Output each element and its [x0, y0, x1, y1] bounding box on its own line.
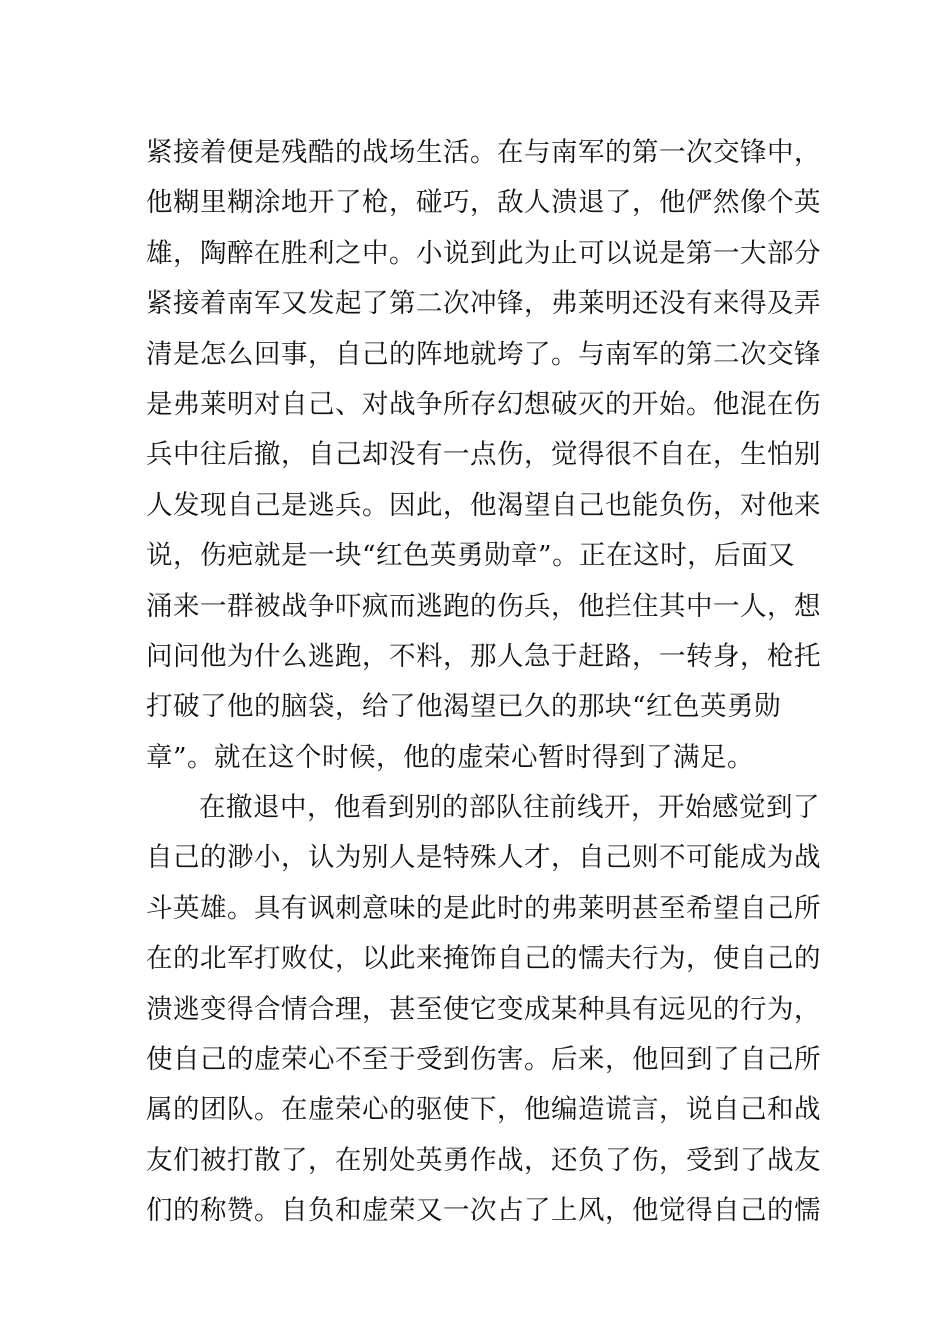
text-line: 说，伤疤就是一块“红色英勇勋章”。正在这时，后面又 — [146, 540, 796, 572]
text-line: 在的北军打败仗，以此来掩饰自己的懦夫行为，使自己的 — [146, 943, 821, 975]
text-line: 雄，陶醉在胜利之中。小说到此为止可以说是第一大部分 — [146, 237, 821, 269]
text-line: 兵中往后撤，自己却没有一点伤，觉得很不自在，生怕别 — [146, 439, 821, 471]
text-line: 涌来一群被战争吓疯而逃跑的伤兵，他拦住其中一人，想 — [146, 590, 821, 622]
text-line: 他糊里糊涂地开了枪，碰巧，敌人溃退了，他俨然像个英 — [146, 187, 821, 219]
text-line: 紧接着南军又发起了第二次冲锋，弗莱明还没有来得及弄 — [146, 288, 821, 320]
text-line: 打破了他的脑袋，给了他渴望已久的那块“红色英勇勋 — [146, 691, 782, 723]
body-text — [146, 128, 821, 1237]
text-line: 清是怎么回事，自己的阵地就垮了。与南军的第二次交锋 — [146, 338, 821, 370]
text-line: 是弗莱明对自己、对战争所存幻想破灭的开始。他混在伤 — [146, 388, 821, 420]
text-line: 们的称赞。自负和虚荣又一次占了上风，他觉得自己的懦 — [146, 1195, 821, 1227]
text-line: 问问他为什么逃跑，不料，那人急于赶路，一转身，枪托 — [146, 640, 821, 672]
text-line: 属的团队。在虚荣心的驱使下，他编造谎言，说自己和战 — [146, 1094, 821, 1126]
text-line: 自己的渺小，认为别人是特殊人才，自己则不可能成为战 — [146, 842, 821, 874]
text-line: 溃逃变得合情合理，甚至使它变成某种具有远见的行为， — [146, 993, 821, 1025]
text-line: 使自己的虚荣心不至于受到伤害。后来，他回到了自己所 — [146, 1044, 821, 1076]
text-line: 斗英雄。具有讽刺意味的是此时的弗莱明甚至希望自己所 — [146, 892, 821, 924]
text-line: 章”。就在这个时候，他的虚荣心暂时得到了满足。 — [146, 741, 755, 773]
text-line: 友们被打散了，在别处英勇作战，还负了伤，受到了战友 — [146, 1144, 821, 1176]
text-line: 人发现自己是逃兵。因此，他渴望自己也能负伤，对他来 — [146, 489, 821, 521]
text-line: 在撤退中，他看到别的部队往前线开，开始感觉到了 — [199, 792, 820, 824]
text-line: 紧接着便是残酷的战场生活。在与南军的第一次交锋中， — [146, 137, 821, 168]
